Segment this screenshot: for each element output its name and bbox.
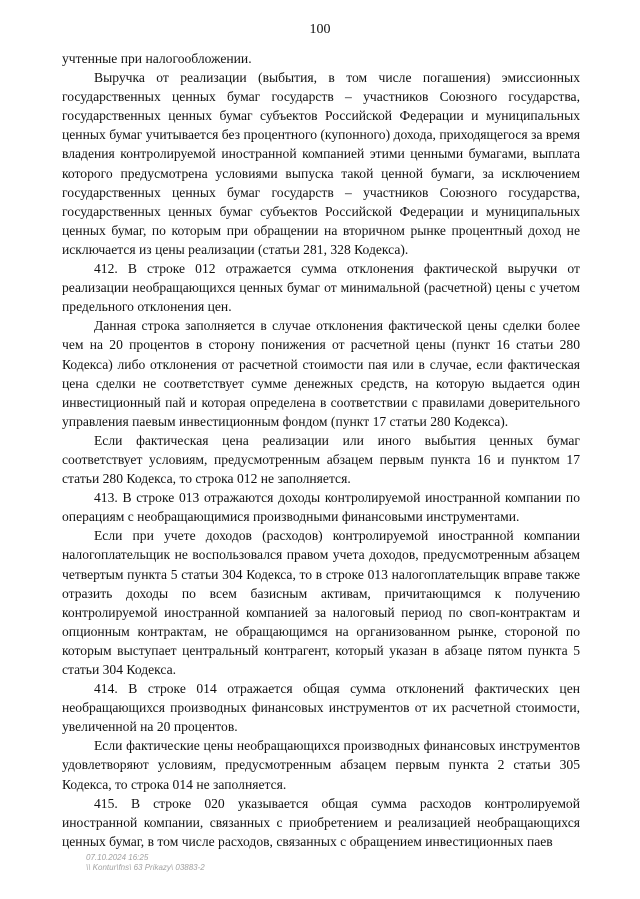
- paragraph: 415. В строке 020 указывается общая сумма расходов контролируемой иностранной компании, связанных с приобретением и реализацией необращающихся ценных бумаг, в том числе расходов, связанных с обращением инвестиционных паев: [62, 795, 580, 849]
- page-number: 100: [309, 22, 331, 37]
- paragraph: учтенные при налогообложении.: [62, 51, 252, 66]
- paragraph: Если фактическая цена реализации или иного выбытия ценных бумаг соответствует условиям, предусмотренным абзацем первым пункта 16 и пунктом 17 статьи 280 Кодекса, то строка 012 не заполняется.: [62, 432, 580, 487]
- paragraph: Выручка от реализации (выбытия, в том числе погашения) эмиссионных государственных ценных бумаг государств – участников Союзного государства, государственных ценных бумаг субъектов Российской Федерации и муниципальных ценных бумаг учитывается без процентного (купонного) дохода, приходящегося за время владения контролируемой иностранной компанией этими ценными бумагами, выплата которого предусмотрена условиями выпуска такой ценной бумаги, за исключением государственных ценных бумаг государств – участников Союзного государства, государственных ценных бумаг субъектов Российской Федерации и муниципальных ценных бумаг, по которым при обращении на вторичном рынке процентный доход не исключается из цены реализации (статьи 281, 328 Кодекса).: [62, 70, 580, 257]
- paragraph: 412. В строке 012 отражается сумма отклонения фактической выручки от реализации необращающихся ценных бумаг от минимальной (расчетной) цены с учетом предельного отклонения цен.: [62, 261, 580, 315]
- footer-stamp-date: 07.10.2024 16:25: [86, 853, 149, 862]
- paragraph: Если при учете доходов (расходов) контролируемой иностранной компании налогоплательщик не воспользовался правом учета доходов, предусмотренным абзацем четвертым пункта 5 статьи 304 Кодекса, то в строке 013 налогоплательщик вправе также отразить доходы по всем базисным активам, причитающимся к получению контролируемой иностранной компанией за налоговый период по своп-контрактам и опционным контрактам, не обращающимся на организованном рынке, стороной по которым выступает центральный контрагент, который указан в абзаце пятом пункта 5 статьи 304 Кодекса.: [62, 528, 580, 677]
- footer-stamp: [86, 853, 205, 873]
- paragraph: 413. В строке 013 отражаются доходы контролируемой иностранной компании по операциям с необращающимися производными финансовыми инструментами.: [62, 490, 580, 525]
- paragraph: Если фактические цены необращающихся производных финансовых инструментов удовлетворяют условиям, предусмотренным абзацем первым пункта 2 статьи 305 Кодекса, то строка 014 не заполняется.: [62, 738, 580, 792]
- paragraph: Данная строка заполняется в случае отклонения фактической цены сделки более чем на 20 процентов в сторону понижения от расчетной цены (пункт 16 статьи 280 Кодекса) либо отклонения от расчетной стоимости пая или в случае, если фактическая цена сделки не соответствует сумме денежных средств, на которую выдается один инвестиционный пай и которая определена в соответствии с правилами доверительного управления паевым инвестиционным фондом (пункт 17 статьи 280 Кодекса).: [62, 318, 580, 429]
- paragraph: 414. В строке 014 отражается общая сумма отклонений фактических цен необращающихся производных финансовых инструментов от их расчетной стоимости, увеличенной на 20 процентов.: [62, 681, 580, 735]
- footer-stamp-path: \\ Kontur\fns\ 63 Prikazy\ 03883-2: [86, 863, 205, 872]
- document-body: [62, 49, 580, 851]
